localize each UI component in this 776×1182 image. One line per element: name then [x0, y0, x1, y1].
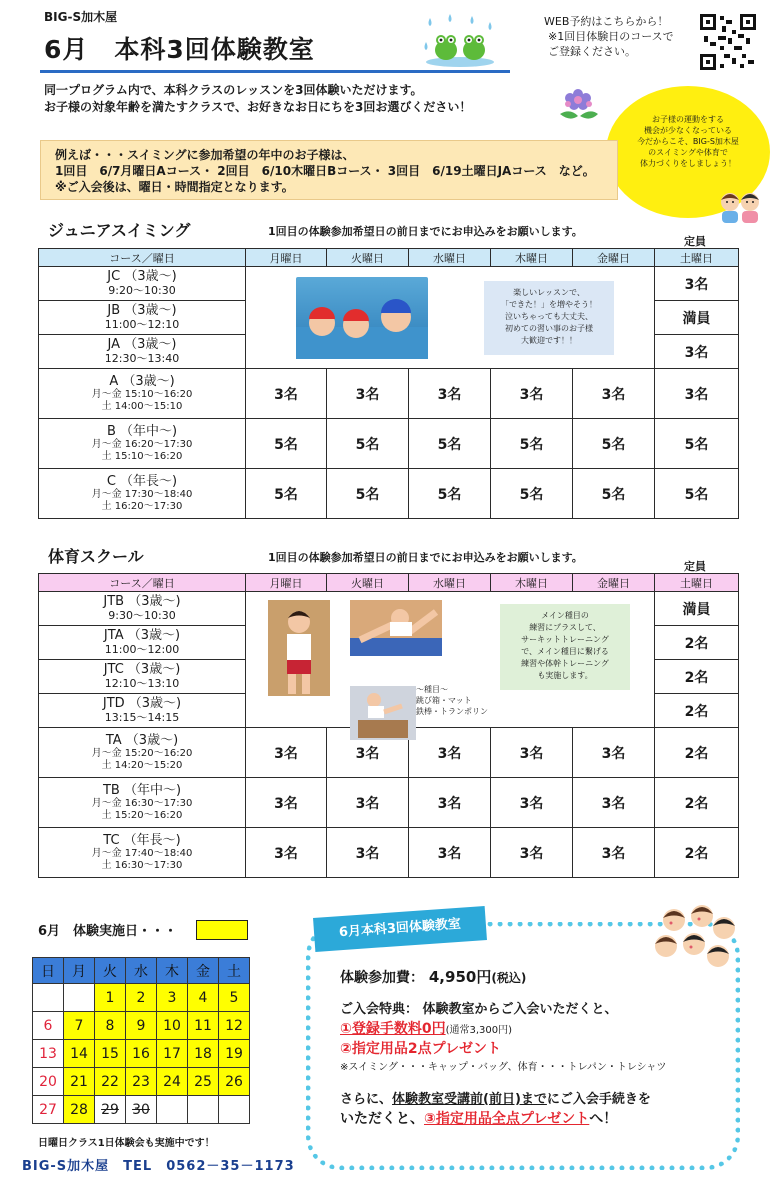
- calendar-day-excluded: 29: [95, 1096, 126, 1124]
- header-thu: 木曜日: [491, 249, 573, 267]
- header-course: コース／曜日: [39, 574, 246, 592]
- calendar-week: [33, 1012, 250, 1040]
- capacity-cell: 3名: [491, 828, 573, 878]
- calendar-day: 8: [95, 1012, 126, 1040]
- course-time-weekday: 月～金 17:40～18:40: [91, 847, 193, 859]
- swim-schedule-table: [38, 248, 739, 519]
- weekday-mon: 月: [64, 958, 95, 984]
- saturday-capacity: 2名: [655, 694, 739, 728]
- header-tue: 火曜日: [327, 574, 409, 592]
- gym-note-line2: 練習にプラスして、: [529, 623, 601, 632]
- fee-tax: (税込): [491, 971, 527, 985]
- course-cell: [39, 592, 246, 626]
- course-time-weekday: 月～金 16:30～17:30: [91, 797, 193, 809]
- calendar-day: 9: [126, 1012, 157, 1040]
- header-mon: 月曜日: [246, 249, 327, 267]
- table-row: [39, 267, 739, 301]
- header-mon: 月曜日: [246, 574, 327, 592]
- capacity-cell: 3名: [573, 369, 655, 419]
- calendar-day: [219, 1096, 250, 1124]
- gym-note-line5: 練習や体幹トレーニング: [521, 659, 609, 668]
- course-name: JTA （3歳～): [103, 628, 181, 643]
- header-course: コース／曜日: [39, 249, 246, 267]
- capacity-cell: 3名: [409, 778, 491, 828]
- company-name-top: BIG-S加木屋: [44, 10, 118, 24]
- course-time-saturday: 土 14:00～15:10: [101, 400, 183, 412]
- fee-line: [340, 966, 526, 987]
- course-time: 11:00～12:10: [104, 318, 180, 331]
- course-time: 11:00～12:00: [104, 643, 180, 656]
- closing-line1: [340, 1088, 651, 1107]
- frog-illustration: [420, 12, 500, 68]
- course-name: TC （年長～): [103, 832, 181, 848]
- swim-note-line1: 楽しいレッスンで、: [513, 288, 585, 297]
- hydrangea-illustration: [556, 84, 600, 124]
- calendar-day: 3: [157, 984, 188, 1012]
- closing-2-post: へ！: [589, 1111, 618, 1127]
- company-phone: BIG-S加木屋 TEL 0562－35－1173: [22, 1159, 295, 1174]
- calendar-day: 26: [219, 1068, 250, 1096]
- bubble-line5: 体力づくりをしましょう！: [640, 159, 736, 168]
- calendar-day: 23: [126, 1068, 157, 1096]
- course-cell: [39, 828, 246, 878]
- swim-note-line2: 「できた！」を増やそう！: [501, 300, 597, 309]
- capacity-cell: 3名: [327, 778, 409, 828]
- course-name: TB （年中～): [102, 782, 182, 798]
- calendar-week: [33, 984, 250, 1012]
- bubble-line1: お子様の運動をする: [652, 115, 724, 124]
- calendar-day-excluded: 30: [126, 1096, 157, 1124]
- course-cell: [39, 778, 246, 828]
- calendar-day: 15: [95, 1040, 126, 1068]
- capacity-cell: 3名: [327, 369, 409, 419]
- promo-bubble-text: [618, 114, 758, 169]
- saturday-capacity: 3名: [655, 335, 739, 369]
- capacity-cell: 5名: [246, 419, 327, 469]
- campaign-tag: 6月本科3回体験教室: [313, 906, 487, 952]
- header-fri: 金曜日: [573, 574, 655, 592]
- table-row: [39, 369, 739, 419]
- benefit-1: [340, 1018, 512, 1038]
- calendar-day: 25: [188, 1068, 219, 1096]
- calendar-week: [33, 1068, 250, 1096]
- saturday-capacity: 3名: [655, 369, 739, 419]
- swim-section-note: 1回目の体験参加希望日の前日までにお申込みをお願いします。: [268, 225, 583, 238]
- table-row: [39, 419, 739, 469]
- capacity-cell: 5名: [573, 419, 655, 469]
- saturday-capacity: 5名: [655, 419, 739, 469]
- web-booking-text: [544, 14, 674, 59]
- saturday-capacity: 2名: [655, 626, 739, 660]
- closing-1-post: にご入会手続きを: [546, 1092, 651, 1107]
- gym-note-line1: メイン種目の: [541, 611, 589, 620]
- course-time-weekday: 月～金 15:10～16:20: [91, 388, 193, 400]
- capacity-cell: 3名: [246, 778, 327, 828]
- gym-photo-area: [246, 592, 655, 728]
- header-wed: 水曜日: [409, 249, 491, 267]
- benefit-1-note: (通常3,300円): [445, 1025, 513, 1036]
- course-cell: [39, 267, 246, 301]
- capacity-cell: 3名: [246, 369, 327, 419]
- calendar-day: 14: [64, 1040, 95, 1068]
- intro-line2: お子様の対象年齢を満たすクラスで、お好きなお日にちを3回お選びください！: [44, 100, 472, 114]
- course-time-weekday: 月～金 16:20～17:30: [91, 438, 193, 450]
- course-name: JTB （3歳～): [103, 594, 181, 609]
- web-booking-line3: ご登録ください。: [548, 45, 636, 58]
- capacity-cell: 5名: [409, 469, 491, 519]
- gym-event-caption: [416, 684, 488, 717]
- swim-photo-note: [484, 281, 614, 355]
- swim-note-line3: 泣いちゃっても大丈夫、: [505, 312, 593, 321]
- course-cell: [39, 626, 246, 660]
- course-name: JB （3歳～): [107, 303, 177, 318]
- swim-capacity-label: 定員: [684, 235, 706, 248]
- capacity-cell: 3名: [409, 828, 491, 878]
- table-row: [39, 778, 739, 828]
- gym-caption-line3: 鉄棒・トランポリン: [416, 707, 488, 716]
- capacity-cell: 5名: [573, 469, 655, 519]
- kids-group-illustration: [644, 898, 744, 976]
- gym-note-line4: で、メイン種目に繋げる: [521, 647, 609, 656]
- gym-capacity-label: 定員: [684, 560, 706, 573]
- capacity-cell: 3名: [491, 369, 573, 419]
- kids-illustration: [712, 188, 768, 224]
- course-name: JTD （3歳～): [102, 696, 182, 711]
- intro-line1: 同一プログラム内で、本科クラスのレッスンを3回体験いただけます。: [44, 83, 423, 97]
- closing-1-underline: 体験教室受講前(前日)まで: [392, 1092, 547, 1107]
- header-sat: 土曜日: [655, 574, 739, 592]
- course-name: TA （3歳～): [105, 732, 179, 748]
- course-cell: [39, 335, 246, 369]
- bubble-line4: のスイミングや体育で: [648, 148, 728, 157]
- swim-header-row: [39, 249, 739, 267]
- closing-1-pre: さらに、: [340, 1092, 393, 1107]
- swim-section-title: ジュニアスイミング: [48, 221, 191, 240]
- calendar-day: 2: [126, 984, 157, 1012]
- calendar-day: 5: [219, 984, 250, 1012]
- saturday-capacity: 満員: [655, 301, 739, 335]
- course-cell: [39, 301, 246, 335]
- course-time: 9:30～10:30: [108, 609, 176, 622]
- weekday-wed: 水: [126, 958, 157, 984]
- gym-note-line6: も実施します。: [537, 671, 593, 680]
- capacity-cell: 3名: [573, 778, 655, 828]
- calendar-day: 28: [64, 1096, 95, 1124]
- calendar-day: 13: [33, 1040, 64, 1068]
- calendar-header-row: [33, 958, 250, 984]
- course-cell: [39, 694, 246, 728]
- example-line2: 1回目 6/7月曜日Aコース・ 2回目 6/10木曜日Bコース・ 3回目 6/19土曜日JAコース など。: [55, 164, 595, 178]
- course-cell: [39, 369, 246, 419]
- table-row: [39, 469, 739, 519]
- table-row: [39, 828, 739, 878]
- capacity-cell: 5名: [327, 419, 409, 469]
- calendar-day: [33, 984, 64, 1012]
- swim-photo-area: [246, 267, 655, 369]
- example-line1: 例えば・・・スイミングに参加希望の年中のお子様は、: [55, 148, 355, 162]
- gym-note-line3: サーキットトレーニング: [521, 635, 609, 644]
- calendar-day: 17: [157, 1040, 188, 1068]
- calendar-day: 21: [64, 1068, 95, 1096]
- course-cell: [39, 728, 246, 778]
- table-row: [39, 592, 739, 626]
- swimming-kids-image: [296, 277, 428, 359]
- gym-section-note: 1回目の体験参加希望日の前日までにお申込みをお願いします。: [268, 551, 583, 564]
- capacity-cell: 5名: [491, 469, 573, 519]
- weekday-sat: 土: [219, 958, 250, 984]
- page-title: 6月 本科3回体験教室: [44, 35, 315, 64]
- course-time-saturday: 土 16:20～17:30: [101, 500, 183, 512]
- swim-note-line5: 大歓迎です！！: [521, 336, 577, 345]
- gym-section-title: 体育スクール: [48, 547, 144, 566]
- web-booking-line2: ※1回目体験日のコースで: [548, 30, 674, 43]
- calendar-day: 12: [219, 1012, 250, 1040]
- calendar-day: 16: [126, 1040, 157, 1068]
- header-tue: 火曜日: [327, 249, 409, 267]
- capacity-cell: 3名: [246, 828, 327, 878]
- calendar-day: 18: [188, 1040, 219, 1068]
- saturday-capacity: 2名: [655, 728, 739, 778]
- course-name: B （年中～): [106, 423, 178, 439]
- capacity-cell: 3名: [491, 728, 573, 778]
- header-sat: 土曜日: [655, 249, 739, 267]
- course-name: JC （3歳～): [107, 269, 177, 284]
- closing-2-red: ③指定用品全点プレゼント: [424, 1111, 590, 1127]
- course-name: JTC （3歳～): [103, 662, 181, 677]
- gym-photo-note: [500, 604, 630, 690]
- benefit-2-note: ※スイミング・・・キャップ・バッグ、体育・・・トレパン・トレシャツ: [340, 1062, 667, 1073]
- calendar-legend-swatch: [196, 920, 248, 940]
- course-name: C （年長～): [106, 473, 178, 489]
- example-line3: ※ご入会後は、曜日・時間指定となります。: [55, 180, 294, 194]
- capacity-cell: 3名: [491, 778, 573, 828]
- saturday-capacity: 満員: [655, 592, 739, 626]
- swim-photo: [296, 277, 428, 359]
- capacity-cell: 3名: [246, 728, 327, 778]
- saturday-capacity: 2名: [655, 828, 739, 878]
- capacity-cell: 3名: [409, 728, 491, 778]
- course-time-saturday: 土 15:10～16:20: [101, 450, 183, 462]
- example-box: [40, 140, 618, 200]
- capacity-cell: 5名: [327, 469, 409, 519]
- fee-label: 体験参加費：: [340, 970, 424, 986]
- course-time: 12:30～13:40: [104, 352, 180, 365]
- capacity-cell: 3名: [573, 728, 655, 778]
- closing-2-pre: いただくと、: [340, 1111, 424, 1127]
- saturday-capacity: 5名: [655, 469, 739, 519]
- sunday-class-note: 日曜日クラス1日体験会も実施中です！: [38, 1138, 215, 1149]
- gym-caption-line1: ～種目～: [416, 685, 448, 694]
- capacity-cell: 5名: [246, 469, 327, 519]
- saturday-capacity: 2名: [655, 778, 739, 828]
- calendar-week: [33, 1040, 250, 1068]
- header-fri: 金曜日: [573, 249, 655, 267]
- calendar-day: 22: [95, 1068, 126, 1096]
- course-time: 12:10～13:10: [104, 677, 180, 690]
- capacity-cell: 3名: [327, 828, 409, 878]
- header-thu: 木曜日: [491, 574, 573, 592]
- gym-caption-line2: 跳び箱・マット: [416, 696, 472, 705]
- gym-schedule-table: [38, 573, 739, 878]
- qr-code-icon[interactable]: [700, 14, 756, 70]
- bubble-line2: 機会が少なくなっている: [644, 126, 732, 135]
- course-time-weekday: 月～金 17:30～18:40: [91, 488, 193, 500]
- fee-value: 4,950円: [428, 968, 492, 986]
- weekday-thu: 木: [157, 958, 188, 984]
- benefit-1-text: ①登録手数料0円: [340, 1021, 446, 1037]
- course-time-weekday: 月～金 15:20～16:20: [91, 747, 193, 759]
- course-name: JA （3歳～): [107, 337, 177, 352]
- web-booking-line1: WEB予約はこちらから！: [544, 15, 669, 28]
- calendar-day: [157, 1096, 188, 1124]
- intro-text: [44, 82, 471, 116]
- calendar-day: 10: [157, 1012, 188, 1040]
- weekday-sun: 日: [33, 958, 64, 984]
- weekday-fri: 金: [188, 958, 219, 984]
- course-cell: [39, 469, 246, 519]
- calendar-day: 1: [95, 984, 126, 1012]
- calendar-day: 20: [33, 1068, 64, 1096]
- calendar-day: 4: [188, 984, 219, 1012]
- capacity-cell: 5名: [409, 419, 491, 469]
- calendar-day: 27: [33, 1096, 64, 1124]
- saturday-capacity: 3名: [655, 267, 739, 301]
- course-cell: [39, 419, 246, 469]
- course-time: 9:20～10:30: [108, 284, 176, 297]
- course-time: 13:15～14:15: [104, 711, 180, 724]
- calendar-label: 6月 体験実施日・・・: [38, 924, 178, 939]
- calendar-week: [33, 1096, 250, 1124]
- swim-note-line4: 初めての習い事のお子様: [505, 324, 593, 333]
- bubble-line3: 今だからこそ、BIG-S加木屋: [637, 137, 739, 146]
- gym-header-row: [39, 574, 739, 592]
- course-name: A （3歳～): [109, 373, 175, 389]
- course-time-saturday: 土 15:20～16:20: [101, 809, 183, 821]
- benefit-intro: ご入会特典： 体験教室からご入会いただくと、: [340, 1002, 618, 1017]
- calendar-day: 6: [33, 1012, 64, 1040]
- course-cell: [39, 660, 246, 694]
- course-time-saturday: 土 14:20～15:20: [101, 759, 183, 771]
- capacity-cell: 3名: [409, 369, 491, 419]
- calendar-day: 11: [188, 1012, 219, 1040]
- benefit-2: ②指定用品2点プレゼント: [340, 1041, 502, 1057]
- closing-line2: [340, 1108, 617, 1128]
- gym-girl-photo: [268, 600, 330, 696]
- header-wed: 水曜日: [409, 574, 491, 592]
- capacity-cell: 5名: [491, 419, 573, 469]
- june-calendar: [32, 957, 250, 1124]
- title-underline: [40, 70, 510, 73]
- calendar-day: 24: [157, 1068, 188, 1096]
- calendar-day: 7: [64, 1012, 95, 1040]
- capacity-cell: 3名: [573, 828, 655, 878]
- calendar-day: [188, 1096, 219, 1124]
- saturday-capacity: 2名: [655, 660, 739, 694]
- capacity-cell: 3名: [327, 728, 409, 778]
- gym-vault-photo: [350, 686, 416, 740]
- course-time-saturday: 土 16:30～17:30: [101, 859, 183, 871]
- calendar-day: 19: [219, 1040, 250, 1068]
- calendar-day: [64, 984, 95, 1012]
- weekday-tue: 火: [95, 958, 126, 984]
- gym-mat-photo: [350, 600, 442, 656]
